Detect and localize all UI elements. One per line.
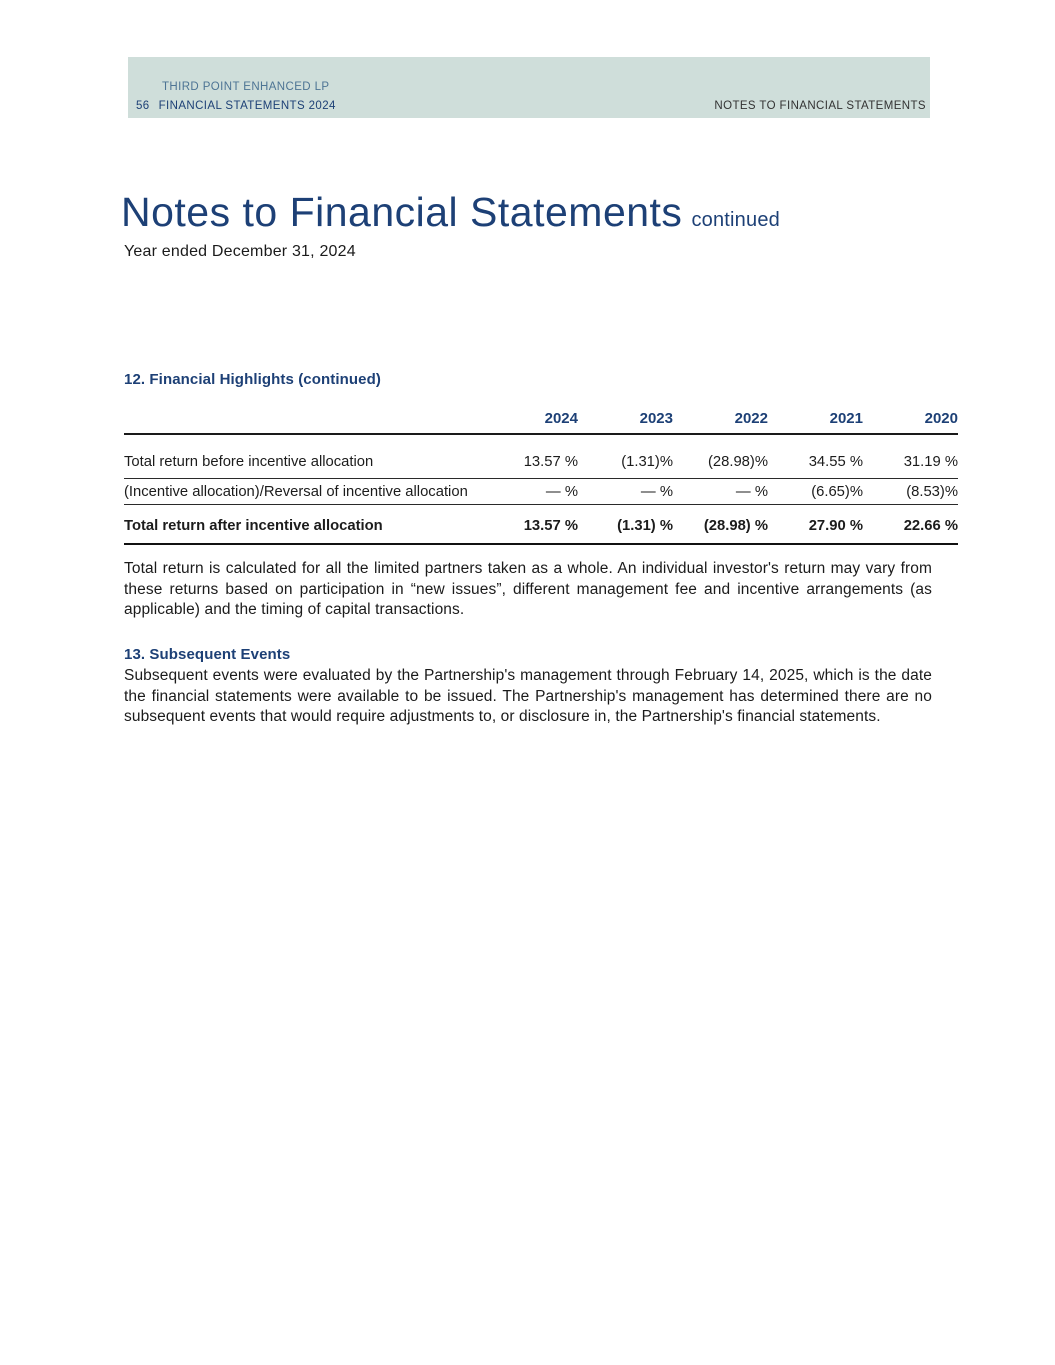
table-header-year-2021: 2021 bbox=[768, 408, 863, 434]
paragraph-subsequent-events: Subsequent events were evaluated by the Partnership's management through February 14, 2025, which is the date the financial statements were available to be issued. The Partnership's management has determined there are no subsequent events that would require adjustments to, or disclosure in, the Partnership's financial statements. bbox=[124, 667, 932, 726]
financial-highlights-table bbox=[124, 408, 958, 545]
title-continued-label: continued bbox=[691, 209, 780, 231]
value-cell: (28.98) % bbox=[673, 505, 768, 545]
table-header-year-2022: 2022 bbox=[673, 408, 768, 434]
table-row-return-before bbox=[124, 434, 958, 479]
value-cell: (1.31)% bbox=[578, 434, 673, 479]
value-cell: 31.19 % bbox=[863, 434, 958, 479]
value-cell: 13.57 % bbox=[483, 505, 578, 545]
company-name: THIRD POINT ENHANCED LP bbox=[162, 81, 330, 93]
value-cell: — % bbox=[483, 479, 578, 505]
doc-title: FINANCIAL STATEMENTS 2024 bbox=[158, 100, 336, 112]
section-heading-financial-highlights: 12. Financial Highlights (continued) bbox=[124, 371, 381, 388]
header-band bbox=[128, 57, 930, 118]
row-label: (Incentive allocation)/Reversal of incentive allocation bbox=[124, 479, 483, 505]
value-cell: 27.90 % bbox=[768, 505, 863, 545]
value-cell: (8.53)% bbox=[863, 479, 958, 505]
value-cell: (28.98)% bbox=[673, 434, 768, 479]
value-cell: 22.66 % bbox=[863, 505, 958, 545]
row-label: Total return before incentive allocation bbox=[124, 434, 483, 479]
table-header-row bbox=[124, 408, 958, 434]
value-cell: 34.55 % bbox=[768, 434, 863, 479]
header-right-label: NOTES TO FINANCIAL STATEMENTS bbox=[714, 100, 926, 112]
page-title bbox=[121, 189, 780, 236]
table-header-empty bbox=[124, 408, 483, 434]
table-header-year-2023: 2023 bbox=[578, 408, 673, 434]
table-row-incentive-allocation bbox=[124, 479, 958, 505]
table-header-year-2020: 2020 bbox=[863, 408, 958, 434]
value-cell: — % bbox=[673, 479, 768, 505]
value-cell: (6.65)% bbox=[768, 479, 863, 505]
header-doc-line bbox=[136, 100, 336, 112]
paragraph-total-return-note: Total return is calculated for all the limited partners taken as a whole. An individual investor's return may vary from these returns based on participation in “new issues”, different management fee and incentive arrangements (as applicable) and the timing of capital transactions. bbox=[124, 560, 932, 619]
table-header-year-2024: 2024 bbox=[483, 408, 578, 434]
value-cell: 13.57 % bbox=[483, 434, 578, 479]
page-number: 56 bbox=[136, 100, 150, 112]
section-heading-subsequent-events: 13. Subsequent Events bbox=[124, 646, 291, 663]
row-label: Total return after incentive allocation bbox=[124, 505, 483, 545]
value-cell: (1.31) % bbox=[578, 505, 673, 545]
value-cell: — % bbox=[578, 479, 673, 505]
page-title-text: Notes to Financial Statements bbox=[121, 189, 683, 235]
table-row-return-after bbox=[124, 505, 958, 545]
page-subtitle: Year ended December 31, 2024 bbox=[124, 243, 356, 260]
